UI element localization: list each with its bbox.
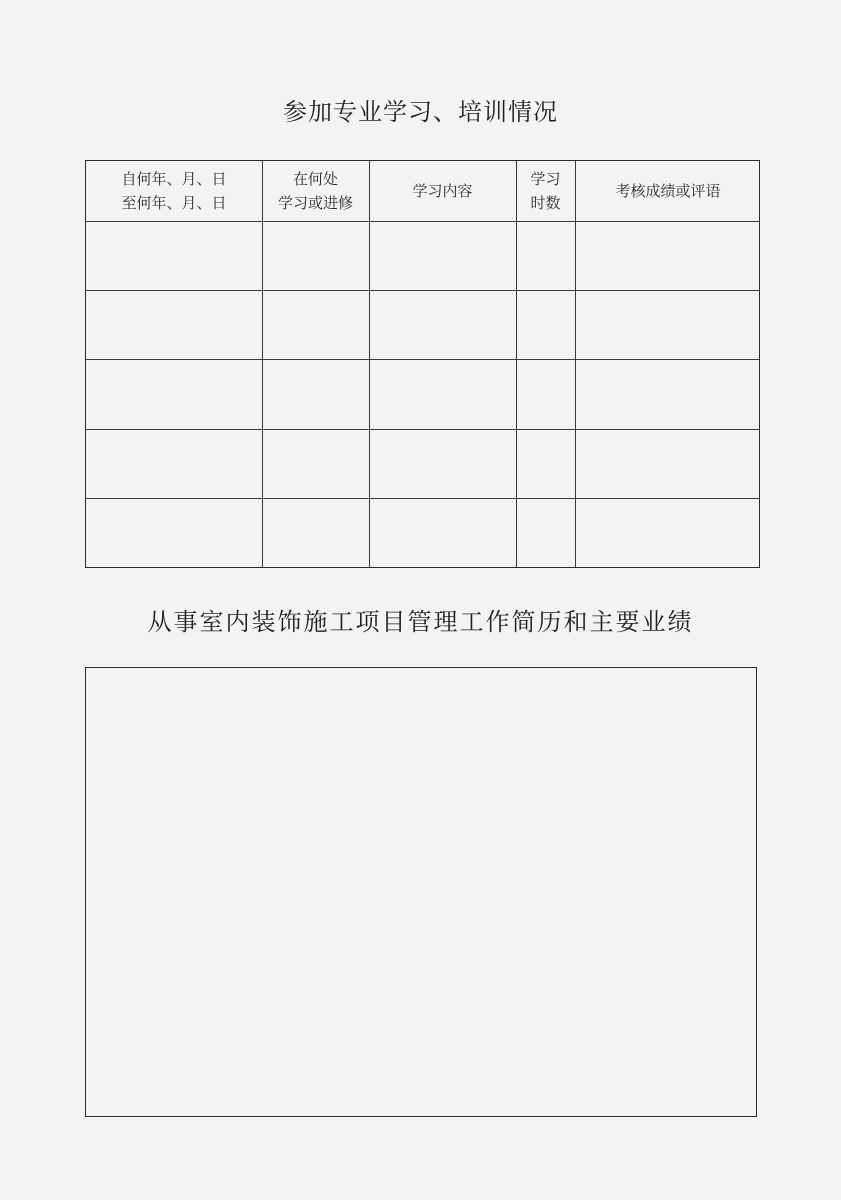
table-cell-date[interactable]: [86, 430, 261, 498]
table-cell-date[interactable]: [86, 291, 261, 359]
header-date-range: [86, 161, 262, 221]
table-cell-content[interactable]: [370, 291, 515, 359]
training-section-title: 参加专业学习、培训情况: [283, 98, 558, 126]
table-cell-date[interactable]: [86, 499, 261, 565]
header-date-range-line1: 自何年、月、日: [121, 170, 227, 188]
header-location-line2: 学习或进修: [277, 194, 353, 212]
header-content: [369, 161, 516, 221]
table-cell-content[interactable]: [370, 360, 515, 429]
table-cell-content[interactable]: [370, 499, 515, 565]
training-table: [85, 160, 760, 568]
table-cell-hours[interactable]: [517, 222, 574, 290]
work-history-content[interactable]: [98, 678, 744, 1106]
table-cell-hours[interactable]: [517, 360, 574, 429]
header-assessment-line1: 考核成绩或评语: [615, 182, 721, 200]
table-cell-assessment[interactable]: [576, 499, 758, 565]
header-assessment: [575, 161, 761, 221]
table-cell-assessment[interactable]: [576, 222, 758, 290]
table-cell-assessment[interactable]: [576, 430, 758, 498]
header-hours: [516, 161, 575, 221]
table-cell-assessment[interactable]: [576, 360, 758, 429]
table-cell-date[interactable]: [86, 222, 261, 290]
table-cell-date[interactable]: [86, 360, 261, 429]
table-cell-hours[interactable]: [517, 499, 574, 565]
header-content-line1: 学习内容: [412, 182, 473, 200]
header-hours-line2: 时数: [530, 194, 561, 212]
header-date-range-line2: 至何年、月、日: [121, 194, 227, 212]
table-cell-hours[interactable]: [517, 291, 574, 359]
table-cell-location[interactable]: [263, 222, 368, 290]
table-cell-location[interactable]: [263, 291, 368, 359]
table-cell-content[interactable]: [370, 430, 515, 498]
header-location-line1: 在何处: [292, 170, 338, 188]
header-hours-line1: 学习: [530, 170, 561, 188]
table-cell-location[interactable]: [263, 430, 368, 498]
table-cell-hours[interactable]: [517, 430, 574, 498]
table-cell-location[interactable]: [263, 360, 368, 429]
table-cell-assessment[interactable]: [576, 291, 758, 359]
work-history-box[interactable]: [85, 667, 757, 1117]
table-cell-location[interactable]: [263, 499, 368, 565]
work-section-title: 从事室内装饰施工项目管理工作简历和主要业绩: [147, 608, 694, 636]
header-location: [262, 161, 369, 221]
table-cell-content[interactable]: [370, 222, 515, 290]
